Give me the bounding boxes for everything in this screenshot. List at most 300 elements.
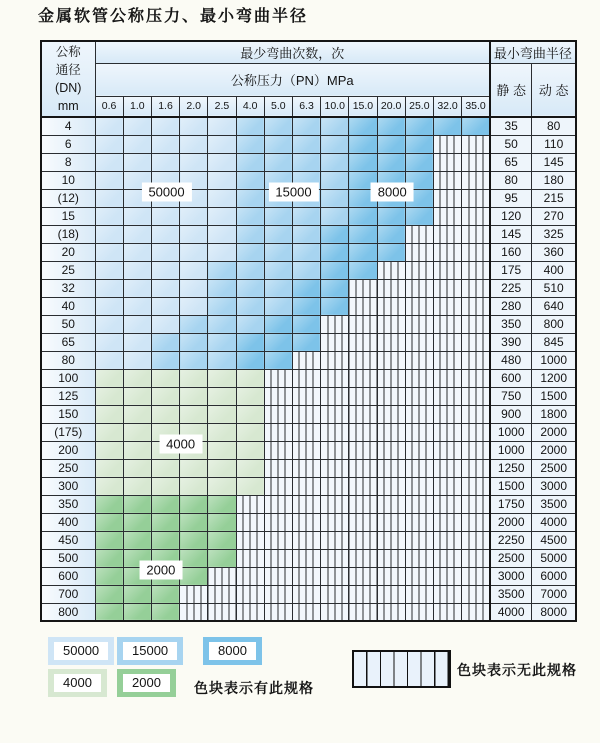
pressure-column-header: 2.5	[208, 96, 236, 117]
no-spec-cell	[433, 333, 461, 351]
table-row	[41, 297, 576, 315]
spec-cell	[292, 153, 320, 171]
no-spec-cell	[236, 603, 264, 621]
spec-cell	[405, 153, 433, 171]
static-header: 静 态	[490, 63, 532, 117]
spec-cell	[180, 279, 208, 297]
no-spec-cell	[405, 603, 433, 621]
no-spec-cell	[321, 441, 349, 459]
no-spec-cell	[462, 369, 490, 387]
no-spec-cell	[264, 441, 292, 459]
no-spec-cell	[236, 531, 264, 549]
spec-cell	[180, 477, 208, 495]
no-spec-cell	[433, 477, 461, 495]
no-spec-cell	[349, 549, 377, 567]
no-spec-cell	[264, 531, 292, 549]
no-spec-cell	[292, 369, 320, 387]
no-spec-cell	[462, 225, 490, 243]
spec-cell	[180, 333, 208, 351]
no-spec-cell	[462, 333, 490, 351]
legend-swatch-label: 2000	[123, 674, 170, 692]
table-row	[41, 531, 576, 549]
spec-cell	[151, 531, 179, 549]
spec-cell	[123, 531, 151, 549]
spec-cell	[292, 117, 320, 135]
spec-table-wrap	[40, 40, 575, 622]
no-spec-cell	[377, 351, 405, 369]
spec-cell	[180, 387, 208, 405]
spec-cell	[180, 405, 208, 423]
dn-header-line2: 通径	[55, 63, 81, 77]
spec-cell	[264, 117, 292, 135]
no-spec-cell	[321, 459, 349, 477]
spec-cell	[95, 171, 123, 189]
no-spec-cell	[264, 405, 292, 423]
table-row	[41, 441, 576, 459]
spec-cell	[321, 261, 349, 279]
dn-header	[41, 41, 95, 117]
no-spec-cell	[292, 387, 320, 405]
dn-cell: 65	[41, 333, 95, 351]
spec-cell	[123, 477, 151, 495]
spec-cell	[123, 369, 151, 387]
spec-cell	[95, 207, 123, 225]
no-spec-cell	[462, 171, 490, 189]
dn-cell: 700	[41, 585, 95, 603]
no-spec-cell	[292, 459, 320, 477]
spec-cell	[123, 225, 151, 243]
no-spec-cell	[433, 549, 461, 567]
spec-cell	[151, 297, 179, 315]
dn-cell: 350	[41, 495, 95, 513]
radius-header: 最小弯曲半径	[490, 41, 576, 63]
no-spec-cell	[321, 549, 349, 567]
spec-cell	[208, 477, 236, 495]
pressure-column-header: 4.0	[236, 96, 264, 117]
spec-cell	[95, 279, 123, 297]
no-spec-cell	[377, 477, 405, 495]
dynamic-radius-cell: 270	[532, 207, 576, 225]
spec-cell	[236, 405, 264, 423]
dn-cell: 10	[41, 171, 95, 189]
spec-cell	[123, 315, 151, 333]
no-spec-cell	[405, 261, 433, 279]
spec-cell	[151, 585, 179, 603]
spec-cell	[208, 441, 236, 459]
static-radius-cell: 2000	[490, 513, 532, 531]
spec-cell	[208, 171, 236, 189]
no-spec-cell	[349, 369, 377, 387]
no-spec-cell	[349, 351, 377, 369]
pressure-column-header: 5.0	[264, 96, 292, 117]
no-spec-cell	[292, 549, 320, 567]
bend-count-zone-label: 2000	[139, 561, 182, 580]
no-spec-cell	[377, 279, 405, 297]
spec-cell	[180, 297, 208, 315]
spec-cell	[95, 135, 123, 153]
spec-cell	[95, 585, 123, 603]
legend-swatch	[117, 669, 176, 697]
legend-swatch	[48, 669, 107, 697]
no-spec-cell	[349, 477, 377, 495]
spec-cell	[151, 135, 179, 153]
dn-cell: 40	[41, 297, 95, 315]
no-spec-cell	[462, 567, 490, 585]
spec-cell	[151, 477, 179, 495]
dn-cell: 32	[41, 279, 95, 297]
table-row	[41, 603, 576, 621]
spec-cell	[208, 297, 236, 315]
spec-cell	[236, 261, 264, 279]
spec-cell	[208, 279, 236, 297]
spec-cell	[405, 207, 433, 225]
bend-count-zone-label: 8000	[371, 183, 414, 202]
spec-cell	[292, 279, 320, 297]
table-row	[41, 117, 576, 135]
spec-cell	[123, 333, 151, 351]
spec-cell	[123, 279, 151, 297]
no-spec-cell	[264, 423, 292, 441]
dynamic-radius-cell: 4500	[532, 531, 576, 549]
spec-cell	[377, 243, 405, 261]
no-spec-cell	[349, 297, 377, 315]
no-spec-cell	[405, 549, 433, 567]
spec-cell	[292, 333, 320, 351]
spec-cell	[208, 369, 236, 387]
spec-cell	[151, 387, 179, 405]
spec-cell	[151, 603, 179, 621]
no-spec-cell	[377, 513, 405, 531]
dynamic-radius-cell: 80	[532, 117, 576, 135]
dynamic-radius-cell: 1800	[532, 405, 576, 423]
no-spec-cell	[236, 585, 264, 603]
spec-cell	[95, 153, 123, 171]
spec-cell	[321, 153, 349, 171]
spec-cell	[95, 459, 123, 477]
no-spec-cell	[433, 387, 461, 405]
pressure-column-header: 25.0	[405, 96, 433, 117]
dn-cell: 300	[41, 477, 95, 495]
no-spec-cell	[433, 153, 461, 171]
spec-cell	[236, 333, 264, 351]
no-spec-cell	[377, 405, 405, 423]
no-spec-cell	[264, 477, 292, 495]
spec-cell	[236, 477, 264, 495]
static-radius-cell: 350	[490, 315, 532, 333]
spec-cell	[236, 171, 264, 189]
no-spec-cell	[433, 279, 461, 297]
spec-cell	[264, 297, 292, 315]
spec-cell	[349, 207, 377, 225]
spec-cell	[151, 315, 179, 333]
no-spec-cell	[377, 387, 405, 405]
no-spec-cell	[462, 207, 490, 225]
dn-cell: 200	[41, 441, 95, 459]
spec-cell	[236, 387, 264, 405]
spec-cell	[95, 225, 123, 243]
spec-cell	[123, 585, 151, 603]
spec-cell	[208, 153, 236, 171]
spec-cell	[95, 261, 123, 279]
no-spec-cell	[292, 495, 320, 513]
no-spec-cell	[377, 549, 405, 567]
spec-cell	[349, 153, 377, 171]
no-spec-cell	[462, 585, 490, 603]
spec-cell	[321, 189, 349, 207]
no-spec-cell	[462, 387, 490, 405]
spec-cell	[264, 279, 292, 297]
spec-cell	[151, 405, 179, 423]
spec-cell	[180, 117, 208, 135]
table-row	[41, 459, 576, 477]
spec-cell	[236, 189, 264, 207]
no-spec-cell	[462, 261, 490, 279]
dn-cell: (12)	[41, 189, 95, 207]
no-spec-cell	[180, 585, 208, 603]
no-spec-cell	[321, 387, 349, 405]
static-radius-cell: 280	[490, 297, 532, 315]
no-spec-cell	[349, 459, 377, 477]
spec-cell	[123, 513, 151, 531]
no-spec-cell	[292, 531, 320, 549]
spec-cell	[208, 243, 236, 261]
no-spec-cell	[349, 441, 377, 459]
dynamic-radius-cell: 1500	[532, 387, 576, 405]
spec-cell	[208, 207, 236, 225]
no-spec-cell	[433, 585, 461, 603]
static-radius-cell: 4000	[490, 603, 532, 621]
spec-cell	[123, 459, 151, 477]
dynamic-radius-cell: 2500	[532, 459, 576, 477]
spec-cell	[208, 261, 236, 279]
dn-cell: 100	[41, 369, 95, 387]
dynamic-radius-cell: 845	[532, 333, 576, 351]
pressure-column-header: 10.0	[321, 96, 349, 117]
no-spec-cell	[377, 333, 405, 351]
dn-header-line4: mm	[57, 99, 79, 113]
spec-cell	[208, 531, 236, 549]
dn-cell: 450	[41, 531, 95, 549]
no-spec-cell	[462, 189, 490, 207]
no-spec-cell	[264, 369, 292, 387]
static-radius-cell: 50	[490, 135, 532, 153]
no-spec-cell	[405, 531, 433, 549]
no-spec-cell	[405, 585, 433, 603]
spec-cell	[236, 243, 264, 261]
spec-cell	[236, 423, 264, 441]
no-spec-cell	[462, 603, 490, 621]
no-spec-cell	[377, 369, 405, 387]
legend-swatch-label: 50000	[54, 642, 108, 660]
spec-cell	[123, 495, 151, 513]
no-spec-cell	[462, 315, 490, 333]
spec-cell	[95, 495, 123, 513]
spec-cell	[264, 135, 292, 153]
spec-cell	[236, 297, 264, 315]
spec-cell	[151, 495, 179, 513]
no-spec-cell	[264, 387, 292, 405]
legend-swatch-label: 8000	[209, 642, 256, 660]
no-spec-cell	[236, 513, 264, 531]
spec-cell	[95, 351, 123, 369]
dn-cell: 25	[41, 261, 95, 279]
spec-cell	[236, 225, 264, 243]
no-spec-cell	[349, 423, 377, 441]
static-radius-cell: 1500	[490, 477, 532, 495]
no-spec-cell	[321, 315, 349, 333]
dynamic-radius-cell: 3500	[532, 495, 576, 513]
dynamic-radius-cell: 400	[532, 261, 576, 279]
spec-cell	[123, 603, 151, 621]
spec-cell	[151, 351, 179, 369]
no-spec-cell	[349, 585, 377, 603]
spec-cell	[123, 387, 151, 405]
no-spec-cell	[321, 567, 349, 585]
spec-cell	[151, 333, 179, 351]
spec-cell	[405, 117, 433, 135]
no-spec-cell	[405, 297, 433, 315]
no-spec-cell	[405, 369, 433, 387]
spec-cell	[95, 603, 123, 621]
no-spec-cell	[433, 261, 461, 279]
no-spec-cell	[377, 297, 405, 315]
spec-cell	[208, 135, 236, 153]
spec-cell	[349, 243, 377, 261]
spec-cell	[236, 369, 264, 387]
no-spec-cell	[462, 297, 490, 315]
no-spec-cell	[321, 405, 349, 423]
dynamic-radius-cell: 4000	[532, 513, 576, 531]
table-row	[41, 225, 576, 243]
spec-cell	[349, 117, 377, 135]
spec-cell	[95, 315, 123, 333]
no-spec-cell	[236, 495, 264, 513]
dynamic-radius-cell: 360	[532, 243, 576, 261]
no-spec-cell	[349, 567, 377, 585]
legend-swatch-label: 4000	[54, 674, 101, 692]
static-radius-cell: 1750	[490, 495, 532, 513]
no-spec-cell	[292, 405, 320, 423]
no-spec-cell	[321, 513, 349, 531]
no-spec-cell	[321, 495, 349, 513]
no-spec-cell	[405, 477, 433, 495]
table-row	[41, 333, 576, 351]
no-spec-cell	[405, 405, 433, 423]
no-spec-cell	[433, 405, 461, 423]
static-radius-cell: 175	[490, 261, 532, 279]
no-spec-cell	[433, 423, 461, 441]
spec-cell	[208, 117, 236, 135]
dynamic-radius-cell: 8000	[532, 603, 576, 621]
bend-count-zone-label: 15000	[268, 183, 318, 202]
spec-cell	[95, 387, 123, 405]
spec-cell	[180, 459, 208, 477]
no-spec-cell	[462, 135, 490, 153]
no-spec-cell	[321, 477, 349, 495]
pressure-column-header: 20.0	[377, 96, 405, 117]
dn-cell: 20	[41, 243, 95, 261]
no-spec-cell	[377, 441, 405, 459]
static-radius-cell: 35	[490, 117, 532, 135]
dynamic-radius-cell: 110	[532, 135, 576, 153]
no-spec-cell	[462, 153, 490, 171]
dn-cell: 50	[41, 315, 95, 333]
no-spec-cell	[405, 423, 433, 441]
static-radius-cell: 1000	[490, 423, 532, 441]
no-spec-cell	[462, 243, 490, 261]
table-row	[41, 567, 576, 585]
spec-cell	[208, 459, 236, 477]
spec-cell	[123, 117, 151, 135]
spec-cell	[95, 549, 123, 567]
dynamic-radius-cell: 800	[532, 315, 576, 333]
spec-cell	[377, 153, 405, 171]
no-spec-cell	[377, 261, 405, 279]
no-spec-cell	[433, 171, 461, 189]
pressure-header: 公称压力（PN）MPa	[95, 63, 490, 96]
spec-cell	[208, 333, 236, 351]
no-spec-cell	[321, 531, 349, 549]
static-radius-cell: 225	[490, 279, 532, 297]
no-spec-cell	[405, 315, 433, 333]
spec-cell	[264, 153, 292, 171]
no-spec-cell	[264, 549, 292, 567]
spec-cell	[292, 135, 320, 153]
table-row	[41, 261, 576, 279]
dn-cell: 4	[41, 117, 95, 135]
table-row	[41, 387, 576, 405]
dn-header-line1: 公称	[55, 45, 81, 59]
no-spec-cell	[405, 567, 433, 585]
no-spec-cell	[462, 405, 490, 423]
pressure-column-header: 6.3	[292, 96, 320, 117]
spec-cell	[321, 279, 349, 297]
no-spec-cell	[236, 549, 264, 567]
spec-cell	[180, 153, 208, 171]
no-spec-cell	[462, 495, 490, 513]
spec-cell	[264, 207, 292, 225]
spec-cell	[264, 225, 292, 243]
legend-has-spec-text: 色块表示有此规格	[194, 680, 314, 696]
no-spec-cell	[208, 603, 236, 621]
no-spec-cell	[433, 531, 461, 549]
no-spec-cell	[462, 549, 490, 567]
no-spec-cell	[433, 441, 461, 459]
table-row	[41, 351, 576, 369]
spec-cell	[377, 225, 405, 243]
no-spec-cell	[208, 567, 236, 585]
dn-cell: 500	[41, 549, 95, 567]
no-spec-cell	[405, 513, 433, 531]
no-spec-cell	[377, 459, 405, 477]
static-radius-cell: 120	[490, 207, 532, 225]
dynamic-radius-cell: 2000	[532, 441, 576, 459]
table-row	[41, 423, 576, 441]
spec-cell	[292, 315, 320, 333]
legend-swatch-label: 15000	[123, 642, 177, 660]
spec-cell	[321, 171, 349, 189]
spec-cell	[151, 261, 179, 279]
spec-cell	[180, 135, 208, 153]
spec-cell	[236, 279, 264, 297]
no-spec-cell	[321, 603, 349, 621]
static-radius-cell: 2250	[490, 531, 532, 549]
pressure-column-header: 1.6	[151, 96, 179, 117]
spec-cell	[95, 477, 123, 495]
no-spec-cell	[377, 531, 405, 549]
spec-cell	[95, 531, 123, 549]
spec-cell	[405, 135, 433, 153]
